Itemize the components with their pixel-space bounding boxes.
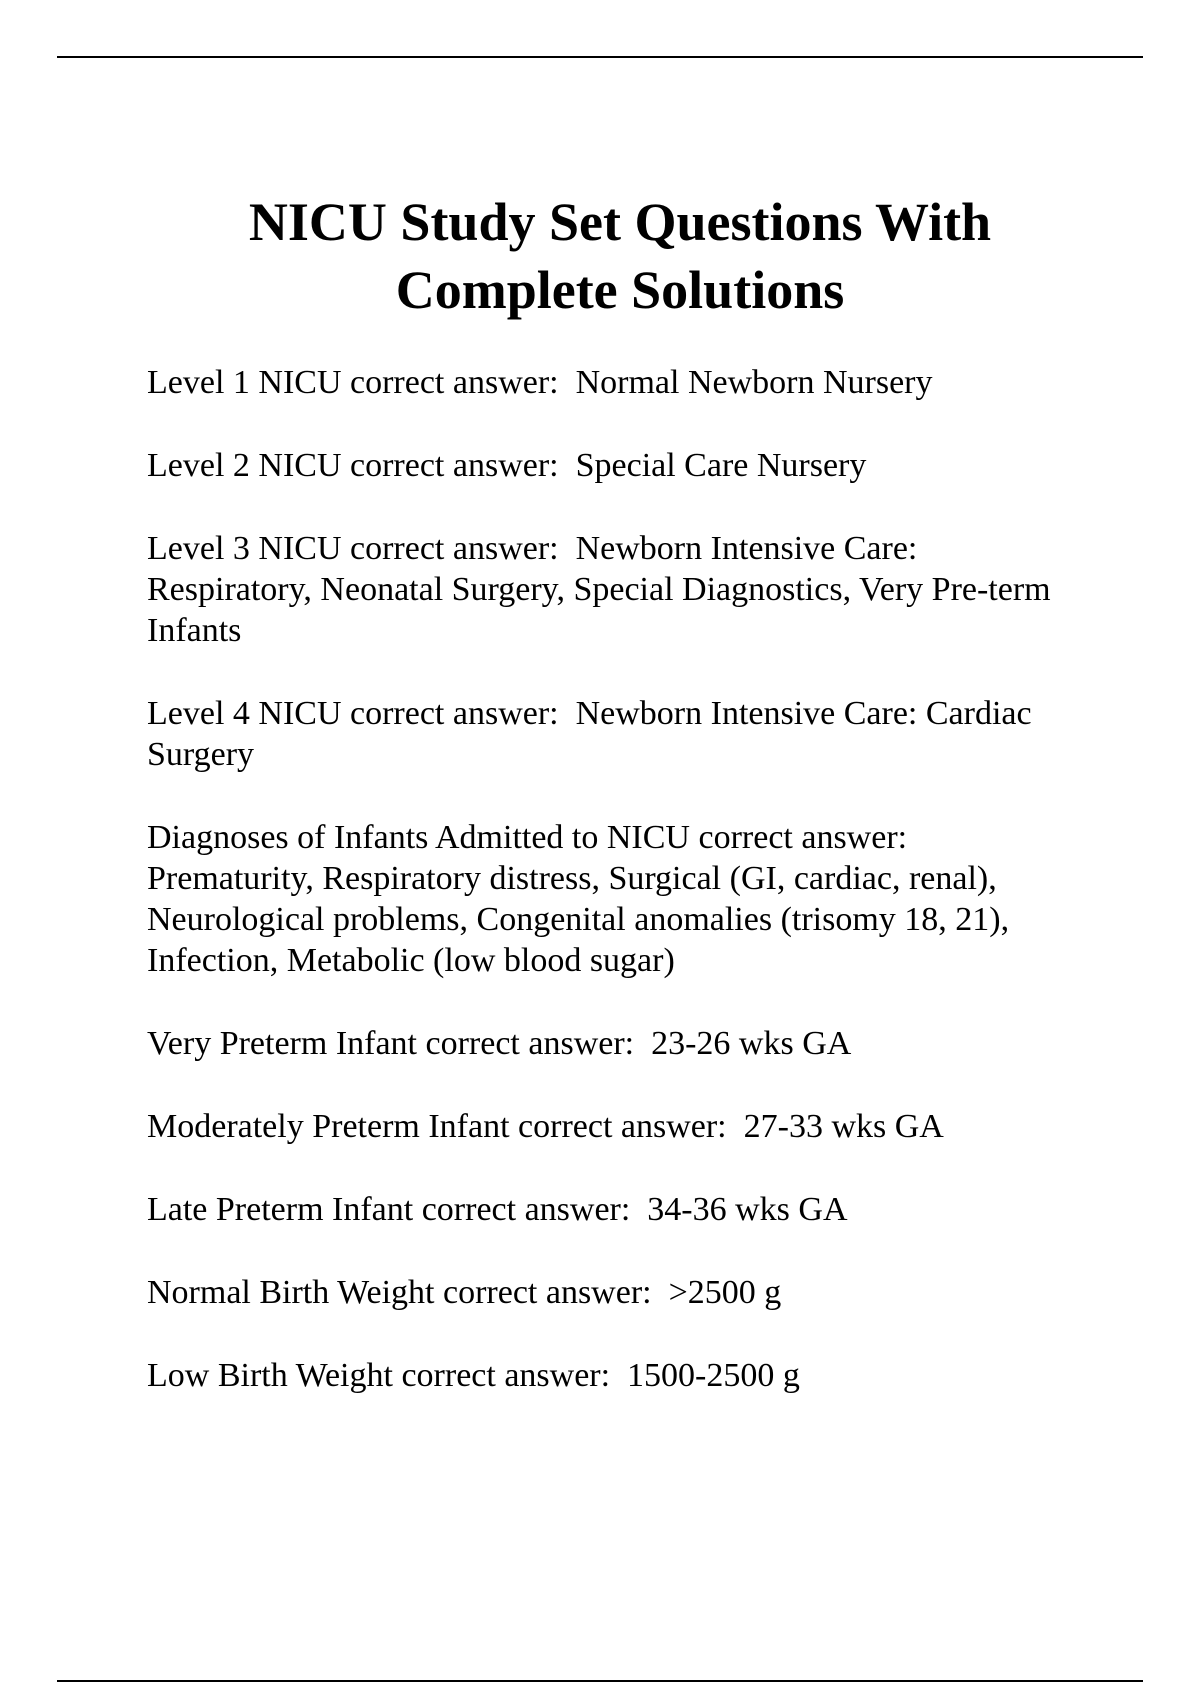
qa-item: Diagnoses of Infants Admitted to NICU correct answer: Prematurity, Respiratory distress, Surgical (GI, cardiac, renal), Neurological problems, Congenital anomalies (trisomy 18, 21), Infection, Metabolic (low blood sugar) — [147, 819, 1010, 979]
qa-item: Level 3 NICU correct answer: Newborn Intensive Care: Respiratory, Neonatal Surgery, Special Diagnostics, Very Pre-term Infants — [147, 530, 1051, 649]
qa-list — [147, 362, 1077, 1438]
qa-item: Level 2 NICU correct answer: Special Care Nursery — [147, 447, 867, 484]
qa-item: Moderately Preterm Infant correct answer: 27-33 wks GA — [147, 1108, 944, 1145]
qa-item: Low Birth Weight correct answer: 1500-2500 g — [147, 1357, 800, 1394]
document-title — [160, 188, 1080, 324]
qa-item: Normal Birth Weight correct answer: >2500 g — [147, 1274, 782, 1311]
qa-item: Very Preterm Infant correct answer: 23-26 wks GA — [147, 1025, 852, 1062]
title-line-1: NICU Study Set Questions With — [248, 192, 992, 252]
qa-item: Level 1 NICU correct answer: Normal Newborn Nursery — [147, 364, 933, 401]
qa-item: Level 4 NICU correct answer: Newborn Intensive Care: Cardiac Surgery — [147, 695, 1032, 773]
qa-item: Late Preterm Infant correct answer: 34-36 wks GA — [147, 1191, 848, 1228]
title-line-2: Complete Solutions — [395, 260, 845, 320]
bottom-divider — [57, 1680, 1143, 1682]
top-divider — [57, 56, 1143, 58]
